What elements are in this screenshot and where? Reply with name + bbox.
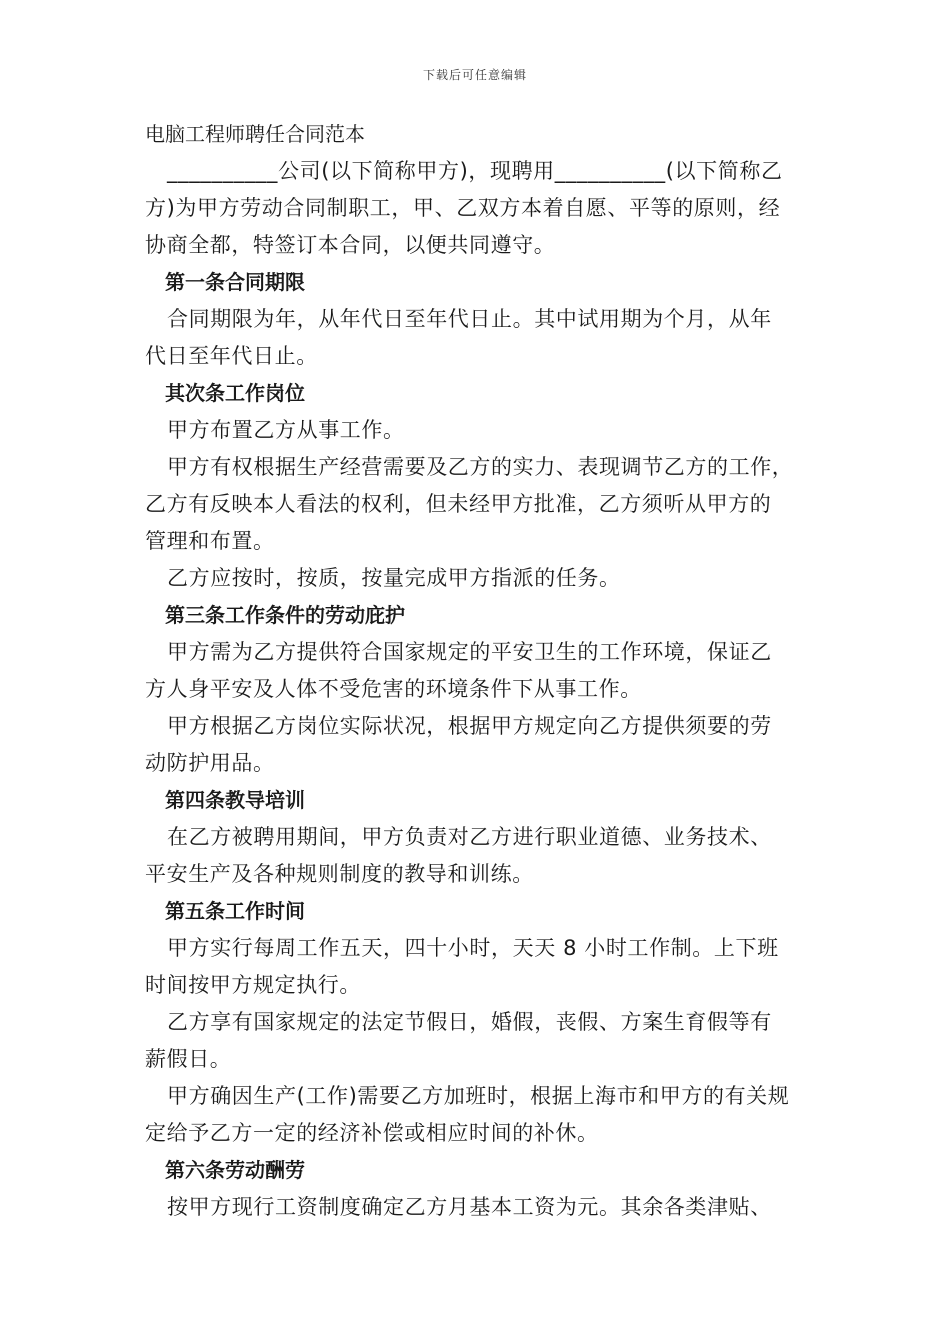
section-heading: 第六条劳动酬劳 bbox=[165, 1158, 305, 1182]
paragraph bbox=[145, 560, 815, 597]
paragraph-line: 定给予乙方一定的经济补偿或相应时间的补休。 bbox=[145, 1121, 599, 1145]
paragraph-line: 方)为甲方劳动合同制职工，甲、乙双方本着自愿、平等的原则，经 bbox=[145, 196, 781, 220]
document-body bbox=[145, 116, 815, 1226]
paragraph bbox=[145, 708, 815, 782]
paragraph-line: 甲方根据乙方岗位实际状况，根据甲方规定向乙方提供须要的劳 bbox=[167, 714, 772, 738]
paragraph-line: 合同期限为年，从年代日至年代日止。其中试用期为个月，从年 bbox=[167, 307, 772, 331]
header-note: 下载后可任意编辑 bbox=[422, 68, 527, 82]
paragraph bbox=[145, 449, 815, 560]
paragraph-line: 动防护用品。 bbox=[145, 751, 275, 775]
section-heading: 第五条工作时间 bbox=[165, 899, 305, 923]
paragraph-line: 时间按甲方规定执行。 bbox=[145, 973, 361, 997]
paragraph-line: __________公司(以下简称甲方)，现聘用__________(以下简称乙 bbox=[167, 159, 783, 183]
paragraph-line: 乙方享有国家规定的法定节假日，婚假，丧假、方案生育假等有 bbox=[167, 1010, 772, 1034]
paragraph-line: 甲方布置乙方从事工作。 bbox=[167, 418, 405, 442]
paragraph bbox=[145, 153, 815, 264]
section-heading: 第一条合同期限 bbox=[165, 270, 305, 294]
document-title: 电脑工程师聘任合同范本 bbox=[145, 122, 365, 146]
paragraph bbox=[145, 1189, 815, 1226]
paragraph-line: 乙方应按时，按质，按量完成甲方指派的任务。 bbox=[167, 566, 621, 590]
paragraph bbox=[145, 819, 815, 893]
paragraph-line: 薪假日。 bbox=[145, 1047, 232, 1071]
paragraph-line: 管理和布置。 bbox=[145, 529, 275, 553]
paragraph bbox=[145, 1078, 815, 1152]
paragraph bbox=[145, 412, 815, 449]
paragraph-line: 甲方需为乙方提供符合国家规定的平安卫生的工作环境，保证乙 bbox=[167, 640, 772, 664]
paragraph-line: 协商全都，特签订本合同，以便共同遵守。 bbox=[145, 233, 556, 257]
paragraph bbox=[145, 930, 815, 1004]
paragraph bbox=[145, 301, 815, 375]
paragraph-line: 代日至年代日止。 bbox=[145, 344, 318, 368]
section-heading: 第四条教导培训 bbox=[165, 788, 305, 812]
paragraph-line: 平安生产及各种规则制度的教导和训练。 bbox=[145, 862, 534, 886]
paragraph bbox=[145, 634, 815, 708]
paragraph-line: 方人身平安及人体不受危害的环境条件下从事工作。 bbox=[145, 677, 642, 701]
paragraph-line: 甲方实行每周工作五天，四十小时，天天 8 小时工作制。上下班 bbox=[167, 936, 779, 960]
paragraph bbox=[145, 1004, 815, 1078]
paragraph-line: 甲方有权根据生产经营需要及乙方的实力、表现调节乙方的工作， bbox=[167, 455, 794, 479]
document-blocks bbox=[145, 153, 815, 1226]
section-heading: 第三条工作条件的劳动庇护 bbox=[165, 603, 405, 627]
paragraph-line: 按甲方现行工资制度确定乙方月基本工资为元。其余各类津贴、 bbox=[167, 1195, 772, 1219]
paragraph-line: 在乙方被聘用期间，甲方负责对乙方进行职业道德、业务技术、 bbox=[167, 825, 772, 849]
paragraph-line: 乙方有反映本人看法的权利，但未经甲方批准，乙方须听从甲方的 bbox=[145, 492, 772, 516]
section-heading: 其次条工作岗位 bbox=[165, 381, 305, 405]
paragraph-line: 甲方确因生产(工作)需要乙方加班时，根据上海市和甲方的有关规 bbox=[167, 1084, 790, 1108]
